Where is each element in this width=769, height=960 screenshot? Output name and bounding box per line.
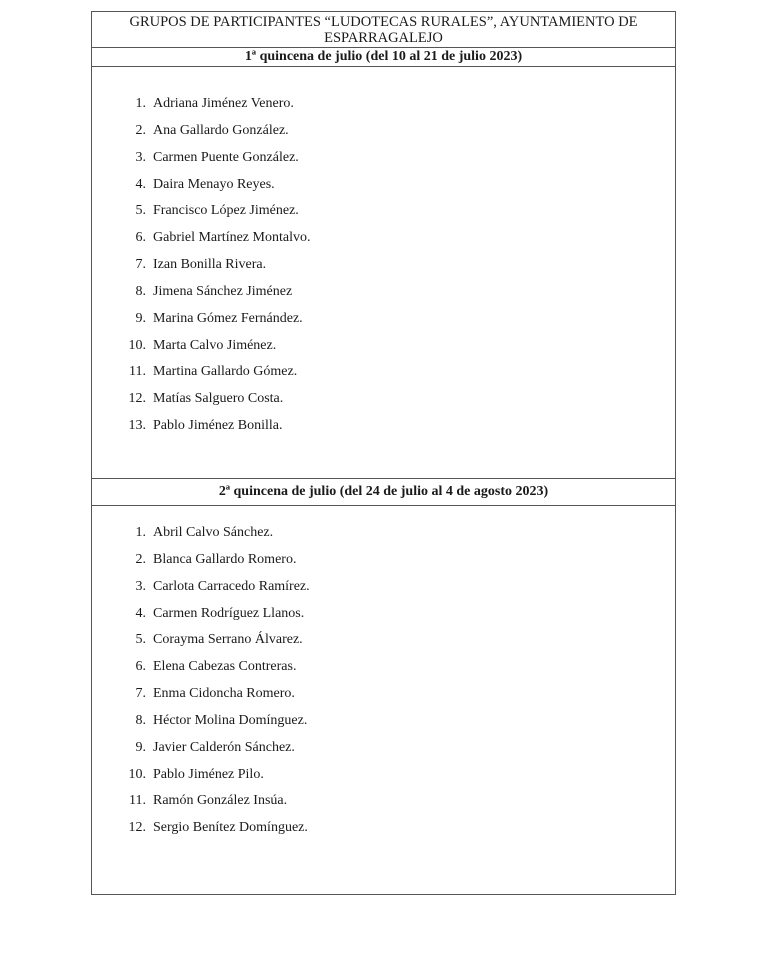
spacer — [146, 525, 153, 540]
list-item — [92, 95, 675, 122]
participant-name: Blanca Gallardo Romero. — [153, 551, 297, 567]
list-item — [92, 792, 675, 819]
list-item — [92, 766, 675, 793]
list-item-number: 13. — [128, 418, 146, 434]
section-2-heading: 2ª quincena de julio (del 24 de julio al 4 de agosto 2023) — [92, 478, 675, 506]
list-item — [92, 149, 675, 176]
participant-name: Jimena Sánchez Jiménez — [153, 283, 293, 299]
list-item — [92, 256, 675, 283]
list-item — [92, 578, 675, 605]
list-item-number: 4. — [135, 176, 146, 192]
spacer — [146, 820, 153, 835]
participant-name: Abril Calvo Sánchez. — [153, 525, 274, 540]
list-item — [92, 631, 675, 658]
participant-name: Carmen Rodríguez Llanos. — [153, 605, 305, 621]
participant-name: Pablo Jiménez Bonilla. — [153, 418, 283, 434]
spacer — [146, 364, 153, 379]
spacer — [146, 230, 153, 245]
list-item — [92, 417, 675, 444]
list-item-number: 5. — [135, 203, 146, 219]
spacer — [146, 552, 153, 567]
spacer — [146, 284, 153, 299]
list-item-number: 7. — [135, 686, 146, 702]
participant-name: Héctor Molina Domínguez. — [153, 712, 308, 728]
list-item-number: 10. — [128, 337, 146, 353]
participant-name: Carlota Carracedo Ramírez. — [153, 578, 310, 594]
participant-name: Ana Gallardo González. — [153, 122, 289, 138]
list-item-number: 9. — [135, 739, 146, 755]
spacer — [146, 659, 153, 674]
participant-name: Izan Bonilla Rivera. — [153, 257, 267, 273]
list-item — [92, 658, 675, 685]
participant-name: Pablo Jiménez Pilo. — [153, 766, 264, 782]
participant-name: Matías Salguero Costa. — [153, 391, 284, 407]
list-item-number: 5. — [135, 632, 146, 648]
spacer — [146, 713, 153, 728]
list-item-number: 2. — [135, 551, 146, 567]
list-item — [92, 310, 675, 337]
spacer — [146, 96, 153, 111]
section-2-list — [92, 524, 675, 846]
participant-name: Corayma Serrano Álvarez. — [153, 632, 303, 648]
participant-name: Marina Gómez Fernández. — [153, 310, 303, 326]
list-item-number: 3. — [135, 149, 146, 165]
list-item — [92, 122, 675, 149]
list-item-number: 11. — [129, 793, 146, 809]
spacer — [146, 257, 153, 272]
spacer — [146, 391, 153, 406]
list-item-number: 9. — [135, 310, 146, 326]
participant-name: Adriana Jiménez Venero. — [153, 96, 294, 111]
spacer — [146, 418, 153, 433]
list-item — [92, 202, 675, 229]
list-item-number: 6. — [135, 659, 146, 675]
list-item — [92, 524, 675, 551]
list-item — [92, 363, 675, 390]
list-item-number: 12. — [128, 820, 146, 836]
participant-name: Elena Cabezas Contreras. — [153, 659, 297, 675]
list-item-number: 1. — [135, 525, 146, 540]
spacer — [146, 579, 153, 594]
list-item-number: 7. — [135, 257, 146, 273]
participants-table — [91, 11, 676, 895]
list-item-number: 2. — [135, 122, 146, 138]
list-item — [92, 283, 675, 310]
spacer — [146, 686, 153, 701]
list-item-number: 4. — [135, 605, 146, 621]
spacer — [146, 793, 153, 808]
participant-name: Marta Calvo Jiménez. — [153, 337, 277, 353]
list-item-number: 8. — [135, 283, 146, 299]
document-title: GRUPOS DE PARTICIPANTES “LUDOTECAS RURALES”, AYUNTAMIENTO DE ESPARRAGALEJO — [92, 12, 675, 48]
list-item-number: 12. — [128, 391, 146, 407]
list-item-number: 1. — [135, 96, 146, 111]
spacer — [146, 311, 153, 326]
list-item — [92, 551, 675, 578]
list-item — [92, 337, 675, 364]
list-item-number: 11. — [129, 364, 146, 380]
spacer — [146, 767, 153, 782]
list-item-number: 10. — [128, 766, 146, 782]
participant-name: Ramón González Insúa. — [153, 793, 288, 809]
spacer — [146, 740, 153, 755]
participant-name: Carmen Puente González. — [153, 149, 299, 165]
list-item — [92, 390, 675, 417]
spacer — [146, 203, 153, 218]
spacer — [146, 338, 153, 353]
list-item — [92, 712, 675, 739]
list-item-number: 8. — [135, 712, 146, 728]
spacer — [146, 150, 153, 165]
list-item — [92, 739, 675, 766]
participant-name: Daira Menayo Reyes. — [153, 176, 275, 192]
list-item — [92, 229, 675, 256]
participant-name: Sergio Benítez Domínguez. — [153, 820, 308, 836]
list-item — [92, 605, 675, 632]
list-item-number: 3. — [135, 578, 146, 594]
participant-name: Francisco López Jiménez. — [153, 203, 299, 219]
list-item-number: 6. — [135, 230, 146, 246]
section-1-list — [92, 95, 675, 444]
participant-name: Enma Cidoncha Romero. — [153, 686, 295, 702]
participant-name: Martina Gallardo Gómez. — [153, 364, 298, 380]
section-1-heading: 1ª quincena de julio (del 10 al 21 de julio 2023) — [92, 48, 675, 67]
spacer — [146, 123, 153, 138]
participant-name: Javier Calderón Sánchez. — [153, 739, 295, 755]
list-item — [92, 176, 675, 203]
list-item — [92, 685, 675, 712]
spacer — [146, 632, 153, 647]
participant-name: Gabriel Martínez Montalvo. — [153, 230, 311, 246]
spacer — [146, 606, 153, 621]
spacer — [146, 177, 153, 192]
list-item — [92, 819, 675, 846]
